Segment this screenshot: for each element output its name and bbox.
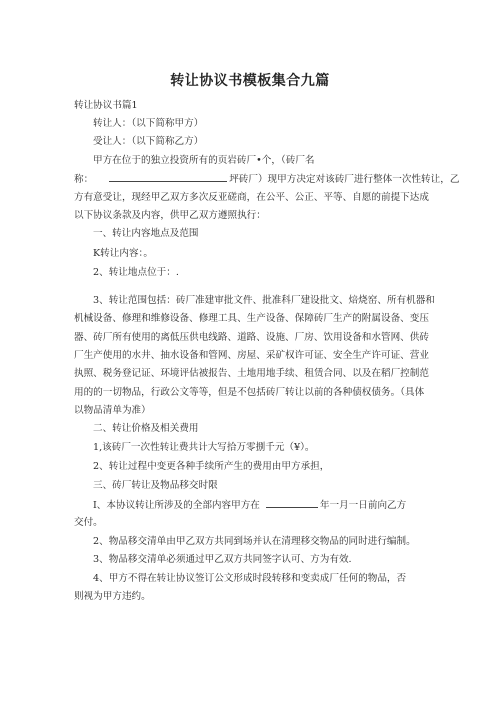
clause-3-1-end: 年一月一日前向乙方 xyxy=(319,500,407,511)
clause-1-3-line-6: 用的的一切物品，行政公文等等，但是不包括砖厂转让以前的各种债权债务。（具体 xyxy=(74,387,425,398)
transferor-line: 转让人：（以下简称甲方） xyxy=(93,118,204,129)
clause-1-3-line-5: 执照、税务登记证、环境评估被报告、土地用地手续、租赁合同、以及在稻厂控制范 xyxy=(74,368,429,379)
clause-1-2: 2、转让地点位于：. xyxy=(93,267,179,278)
clause-3-4: 4、甲方不得在转让协议签订公文形成时段转移和变卖成厂任何的物品，否 xyxy=(93,573,407,584)
clause-2-1: 1,该砖厂一次性转让费共计大写拾万零捌千元（¥）。 xyxy=(93,442,315,453)
clause-3-1-start: I、本协议转让所涉及的全部内容甲方在 xyxy=(93,500,260,511)
section-heading-3: 三、砖厂转让及物品移交时限 xyxy=(93,480,218,491)
clause-1-1: K转让内容：。 xyxy=(93,248,153,259)
clause-3-1 xyxy=(93,498,406,512)
intro-line-3: 方有意受让，现经甲乙双方多次反亚磋商，在公平、公正、平等、自愿的前提下达成 xyxy=(74,192,429,203)
intro-line-1: 甲方在位于的独立投资所有的页岩砖厂•个，（砖厂名 xyxy=(93,155,315,166)
clause-3-1-continued: 交付。 xyxy=(74,517,103,528)
year-blank xyxy=(266,498,318,508)
document-subtitle: 转让协议书篇1 xyxy=(74,100,138,111)
clause-3-2: 2、物品移交清单由甲乙双方共同到场并认在清理移交物品的同时进行编制。 xyxy=(93,536,416,547)
section-heading-2: 二、转让价格及相关费用 xyxy=(93,423,199,434)
factory-name-blank xyxy=(109,172,227,182)
clause-1-3-line-2: 机械设备、修理和维修设备、修理工具、生产设备、保障砖厂生产的附属设备、变压 xyxy=(74,313,429,324)
clause-3-4-continued: 则视为甲方违约。 xyxy=(74,591,151,602)
clause-2-2: 2、转让过程中变更各种手续所产生的费用由甲方承担， xyxy=(93,461,330,472)
clause-1-3-line-1: 3、转让范围包括：砖厂准建审批文件、批准科厂建设批文、焙烧窑、所有机器和 xyxy=(93,295,435,306)
intro-line-2 xyxy=(74,172,459,186)
intro-line-4: 以下协议条款及内容，供甲乙双方遵照执行： xyxy=(74,210,266,221)
clause-1-3-line-3: 器、砖厂所有使用的离低压供电线路、道路、设施、厂房、饮用设备和水管网、供砖 xyxy=(74,332,429,343)
clause-3-3: 3、物品移交清单必须通过甲乙双方共同签字认可、方为有效. xyxy=(93,554,352,565)
intro-line-2-start: 称： xyxy=(74,174,94,185)
clause-1-3-line-4: 厂生产使用的水井、抽水设备和管网、房屋、采矿权许可证、安全生产许可证、营业 xyxy=(74,350,429,361)
transferee-line: 受让人：（以下简称乙方） xyxy=(93,136,204,147)
clause-1-3-line-7: 以物品清单为准） xyxy=(74,405,151,416)
document-title: 转让协议书模板集合九篇 xyxy=(170,73,330,89)
section-heading-1: 一、转让内容地点及范围 xyxy=(93,228,199,239)
intro-line-2-end: 坪砖厂）现甲方决定对该砖厂进行整体一次性转让，乙 xyxy=(229,174,460,185)
